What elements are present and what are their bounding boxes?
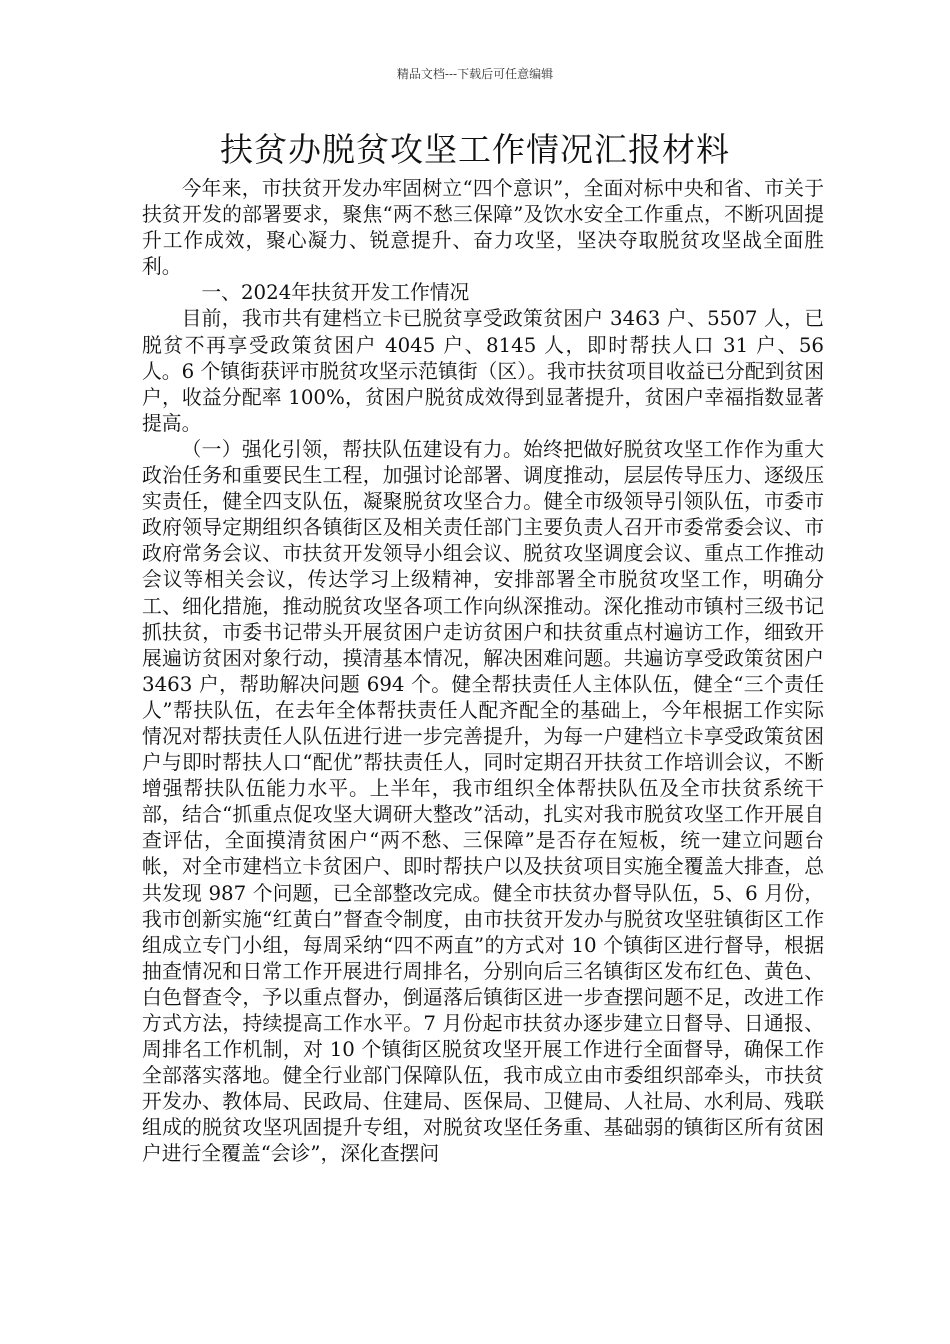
document-title: 扶贫办脱贫攻坚工作情况汇报材料 — [220, 130, 730, 169]
header-note: 精品文档---下载后可任意编辑 — [396, 67, 554, 81]
document-body — [142, 176, 824, 1168]
overview-paragraph: 目前，我市共有建档立卡已脱贫享受政策贫困户 3463 户、5507 人，已脱贫不再享受政策贫困户 4045 户、8145 人，即时帮扶人口 31 户、56 人。6 个镇街获评市脱贫攻坚示范镇街（区）。我市扶贫项目收益已分配到贫困户，收益分配率 100%，贫困户脱贫成效得到显著提升，贫困户幸福指数显著提高。 — [142, 307, 824, 435]
subsection-paragraph: （一）强化引领，帮扶队伍建设有力。始终把做好脱贫攻坚工作作为重大政治任务和重要民生工程，加强讨论部署、调度推动，层层传导压力、逐级压实责任，健全四支队伍，凝聚脱贫攻坚合力。健全市级领导引领队伍，市委市政府领导定期组织各镇街区及相关责任部门主要负责人召开市委常委会议、市政府常务会议、市扶贫开发领导小组会议、脱贫攻坚调度会议、重点工作推动会议等相关会议，传达学习上级精神，安排部署全市脱贫攻坚工作，明确分工、细化措施，推动脱贫攻坚各项工作向纵深推动。深化推动市镇村三级书记抓扶贫，市委书记带头开展贫困户走访贫困户和扶贫重点村遍访工作，细致开展遍访贫困对象行动，摸清基本情况，解决困难问题。共遍访享受政策贫困户 3463 户，帮助解决问题 694 个。健全帮扶责任人主体队伍，健全“三个责任人”帮扶队伍，在去年全体帮扶责任人配齐配全的基础上，今年根据工作实际情况对帮扶责任人队伍进行进一步完善提升，为每一户建档立卡享受政策贫困户与即时帮扶人口“配优”帮扶责任人，同时定期召开扶贫工作培训会议，不断增强帮扶队伍能力水平。上半年，我市组织全体帮扶队伍及全市扶贫系统干部，结合“抓重点促攻坚大调研大整改”活动，扎实对我市脱贫攻坚工作开展自查评估，全面摸清贫困户“两不愁、三保障”是否存在短板，统一建立问题台帐，对全市建档立卡贫困户、即时帮扶户以及扶贫项目实施全覆盖大排查，总共发现 987 个问题，已全部整改完成。健全市扶贫办督导队伍，5、6 月份，我市创新实施“红黄白”督查令制度，由市扶贫开发办与脱贫攻坚驻镇街区工作组成立专门小组，每周采纳“四不两直”的方式对 10 个镇街区进行督导，根据抽查情况和日常工作开展进行周排名，分别向后三名镇街区发布红色、黄色、白色督查令，予以重点督办，倒逼落后镇街区进一步查摆问题不足，改进工作方式方法，持续提高工作水平。7 月份起市扶贫办逐步建立日督导、日通报、周排名工作机制，对 10 个镇街区脱贫攻坚开展工作进行全面督导，确保工作全部落实落地。健全行业部门保障队伍，我市成立由市委组织部牵头，市扶贫开发办、教体局、民政局、住建局、医保局、卫健局、人社局、水利局、残联组成的脱贫攻坚巩固提升专组，对脱贫攻坚任务重、基础弱的镇街区所有贫困户进行全覆盖“会诊”，深化查摆问 — [142, 437, 824, 1166]
section-heading: 一、2024年扶贫开发工作情况 — [201, 281, 470, 305]
intro-paragraph: 今年来，市扶贫开发办牢固树立“四个意识”，全面对标中央和省、市关于扶贫开发的部署要求，聚焦“两不愁三保障”及饮水安全工作重点，不断巩固提升工作成效，聚心凝力、锐意提升、奋力攻坚，坚决夺取脱贫攻坚战全面胜利。 — [142, 177, 824, 279]
